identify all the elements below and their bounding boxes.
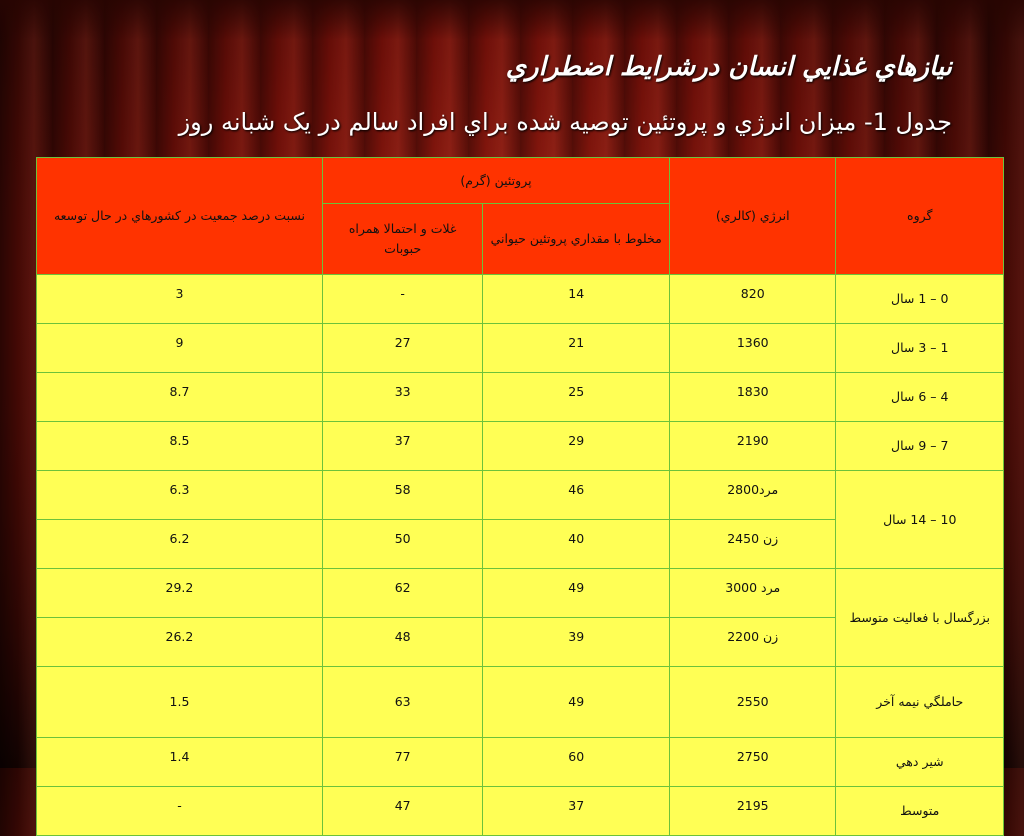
table-row [37,422,1004,471]
slide-subtitle: جدول 1- ميزان انرژي و پروتئين توصيه شده براي افراد سالم در يک شبانه روز [178,108,952,136]
cell-population: 29.2 [37,569,323,618]
cell-group: 4 – 6 سال [836,373,1004,422]
cell-group: متوسط [836,787,1004,836]
cell-energy: 1360 [669,324,836,373]
curtain-background [0,0,1024,40]
table-row [37,275,1004,324]
table-row [37,667,1004,738]
table-row [37,471,1004,520]
cell-protein-mixed: 39 [483,618,670,667]
table-row [37,569,1004,618]
cell-protein-mixed: 37 [483,787,670,836]
cell-group: بزرگسال با فعاليت متوسط [836,569,1004,667]
cell-group: 1 – 3 سال [836,324,1004,373]
cell-protein-grain: 27 [322,324,483,373]
cell-group: 0 – 1 سال [836,275,1004,324]
cell-population: 1.4 [37,738,323,787]
cell-protein-grain: 47 [322,787,483,836]
cell-energy: 2190 [669,422,836,471]
cell-group: 7 – 9 سال [836,422,1004,471]
header-protein: پروتئين (گرم) [322,158,669,204]
cell-protein-mixed: 29 [483,422,670,471]
cell-population: - [37,787,323,836]
cell-energy: 2750 [669,738,836,787]
cell-population: 3 [37,275,323,324]
header-protein-mixed: مخلوط با مقداري پروتئين حيواني [483,204,670,275]
cell-group: 10 – 14 سال [836,471,1004,569]
cell-group: حاملگي نيمه آخر [836,667,1004,738]
cell-energy: 2195 [669,787,836,836]
table-row [37,373,1004,422]
table-row [37,738,1004,787]
cell-energy: مرد 3000 [669,569,836,618]
cell-population: 8.7 [37,373,323,422]
cell-population: 8.5 [37,422,323,471]
slide-title: نيازهاي غذايي انسان درشرايط اضطراري [505,52,952,82]
table-row [37,787,1004,836]
cell-protein-grain: 77 [322,738,483,787]
cell-protein-mixed: 49 [483,667,670,738]
cell-energy: زن 2200 [669,618,836,667]
cell-population: 1.5 [37,667,323,738]
cell-population: 6.3 [37,471,323,520]
cell-population: 26.2 [37,618,323,667]
cell-protein-grain: 33 [322,373,483,422]
nutrition-table [36,157,1004,836]
cell-population: 6.2 [37,520,323,569]
cell-energy: 1830 [669,373,836,422]
cell-group: شير دهي [836,738,1004,787]
cell-protein-mixed: 14 [483,275,670,324]
header-population: نسبت درصد جمعيت در كشورهاي در حال توسعه [37,158,323,275]
cell-population: 9 [37,324,323,373]
table-row [37,324,1004,373]
cell-protein-mixed: 25 [483,373,670,422]
cell-protein-mixed: 49 [483,569,670,618]
cell-energy: 820 [669,275,836,324]
cell-protein-grain: 58 [322,471,483,520]
cell-energy: 2550 [669,667,836,738]
cell-protein-grain: - [322,275,483,324]
table-header-row [37,158,1004,204]
cell-protein-grain: 62 [322,569,483,618]
cell-protein-mixed: 60 [483,738,670,787]
cell-protein-mixed: 40 [483,520,670,569]
header-protein-grain: غلات و احتمالا همراه حبوبات [322,204,483,275]
cell-protein-grain: 37 [322,422,483,471]
cell-energy: زن 2450 [669,520,836,569]
cell-protein-grain: 63 [322,667,483,738]
header-energy: انرژي (كالري) [669,158,836,275]
cell-protein-grain: 48 [322,618,483,667]
cell-protein-grain: 50 [322,520,483,569]
cell-protein-mixed: 46 [483,471,670,520]
cell-energy: مرد2800 [669,471,836,520]
header-group: گروه [836,158,1004,275]
cell-protein-mixed: 21 [483,324,670,373]
